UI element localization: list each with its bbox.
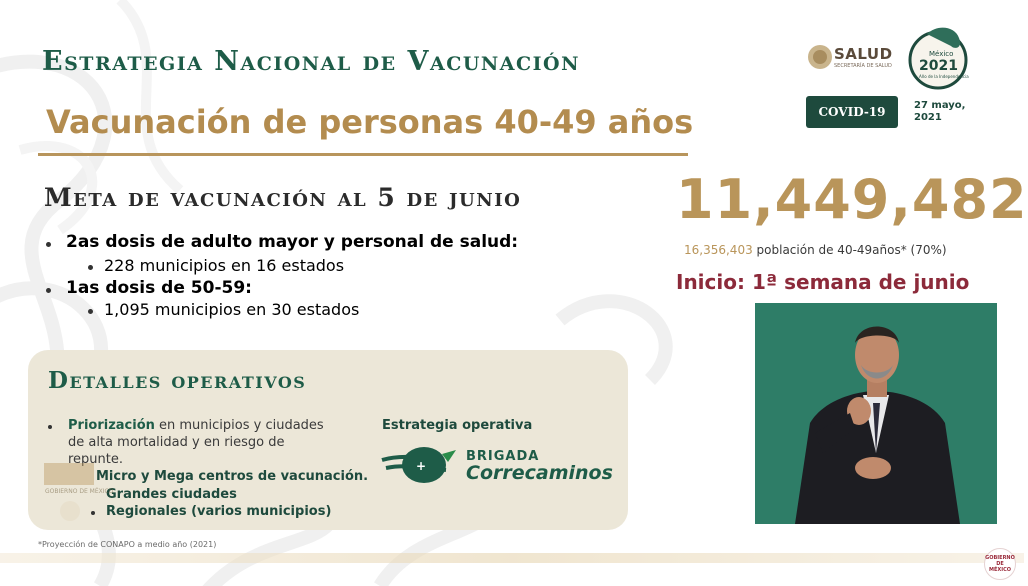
centros-item: Micro y Mega centros de vacunación. [96,469,369,484]
correcaminos-label: Correcaminos [466,462,613,484]
grandes-item: Grandes ciudades [106,487,237,502]
meta-item-2-sub: 1,095 municipios en 30 estados [104,300,360,319]
page-subtitle: Vacunación de personas 40-49 años [46,103,694,141]
bullet-icon [46,288,51,293]
gob-logo-text: GOBIERNO DE MÉXICO [45,488,114,495]
bullet-icon [46,242,51,247]
emblem-sub-text: Año de la Independencia [919,74,969,79]
start-date-label: Inicio: 1ª semana de junio [676,270,970,294]
emblem-year-text: 2021 [919,58,958,74]
sign-language-interpreter-video [755,303,997,524]
bullet-icon [88,265,93,270]
estrategia-label: Estrategia operativa [382,418,533,433]
emblem-top-text: México [929,50,954,58]
brigada-label: BRIGADA [466,449,540,464]
population-number: 16,356,403 [684,243,753,257]
svg-text:+: + [416,459,427,473]
priorizacion-line1 [68,418,324,433]
corner-logo: GOBIERNO DE MÉXICO [984,548,1016,580]
covid-badge: COVID-19 [806,96,898,128]
priorizacion-line3: repunte. [68,452,124,467]
interpreter-figure-icon [755,303,997,524]
details-heading: Detalles operativos [48,367,307,394]
bullet-icon [48,425,52,429]
priorizacion-bold: Priorización [68,418,155,433]
salud-label: SALUD [834,45,893,63]
regionales-item: Regionales (varios municipios) [106,504,332,519]
independence-emblem-icon [907,24,969,90]
meta-item-1: 2as dosis de adulto mayor y personal de salud: [66,232,519,252]
salud-sublabel: SECRETARÍA DE SALUD [834,63,892,69]
page-title: Estrategia Nacional de Vacunación [42,46,580,77]
meta-item-2: 1as dosis de 50-59: [66,278,252,298]
population-text: población de 40-49años* (70%) [752,243,947,257]
bullet-icon [88,309,93,314]
priorizacion-text: en municipios y ciudades [154,418,324,433]
priorizacion-line2: de alta mortalidad y en riesgo de [68,435,285,450]
title-divider [38,153,688,156]
total-vaccinations: 11,449,482 [676,168,1028,231]
meta-item-1-sub: 228 municipios en 16 estados [104,256,345,275]
brigada-correcaminos-logo-icon [382,440,462,490]
date-label: 27 mayo, 2021 [914,100,966,123]
footer-band [0,553,1024,563]
meta-heading: Meta de vacunación al 5 de junio [44,183,522,212]
population-note [684,243,947,257]
footnote: *Proyección de CONAPO a medio año (2021) [38,540,217,549]
